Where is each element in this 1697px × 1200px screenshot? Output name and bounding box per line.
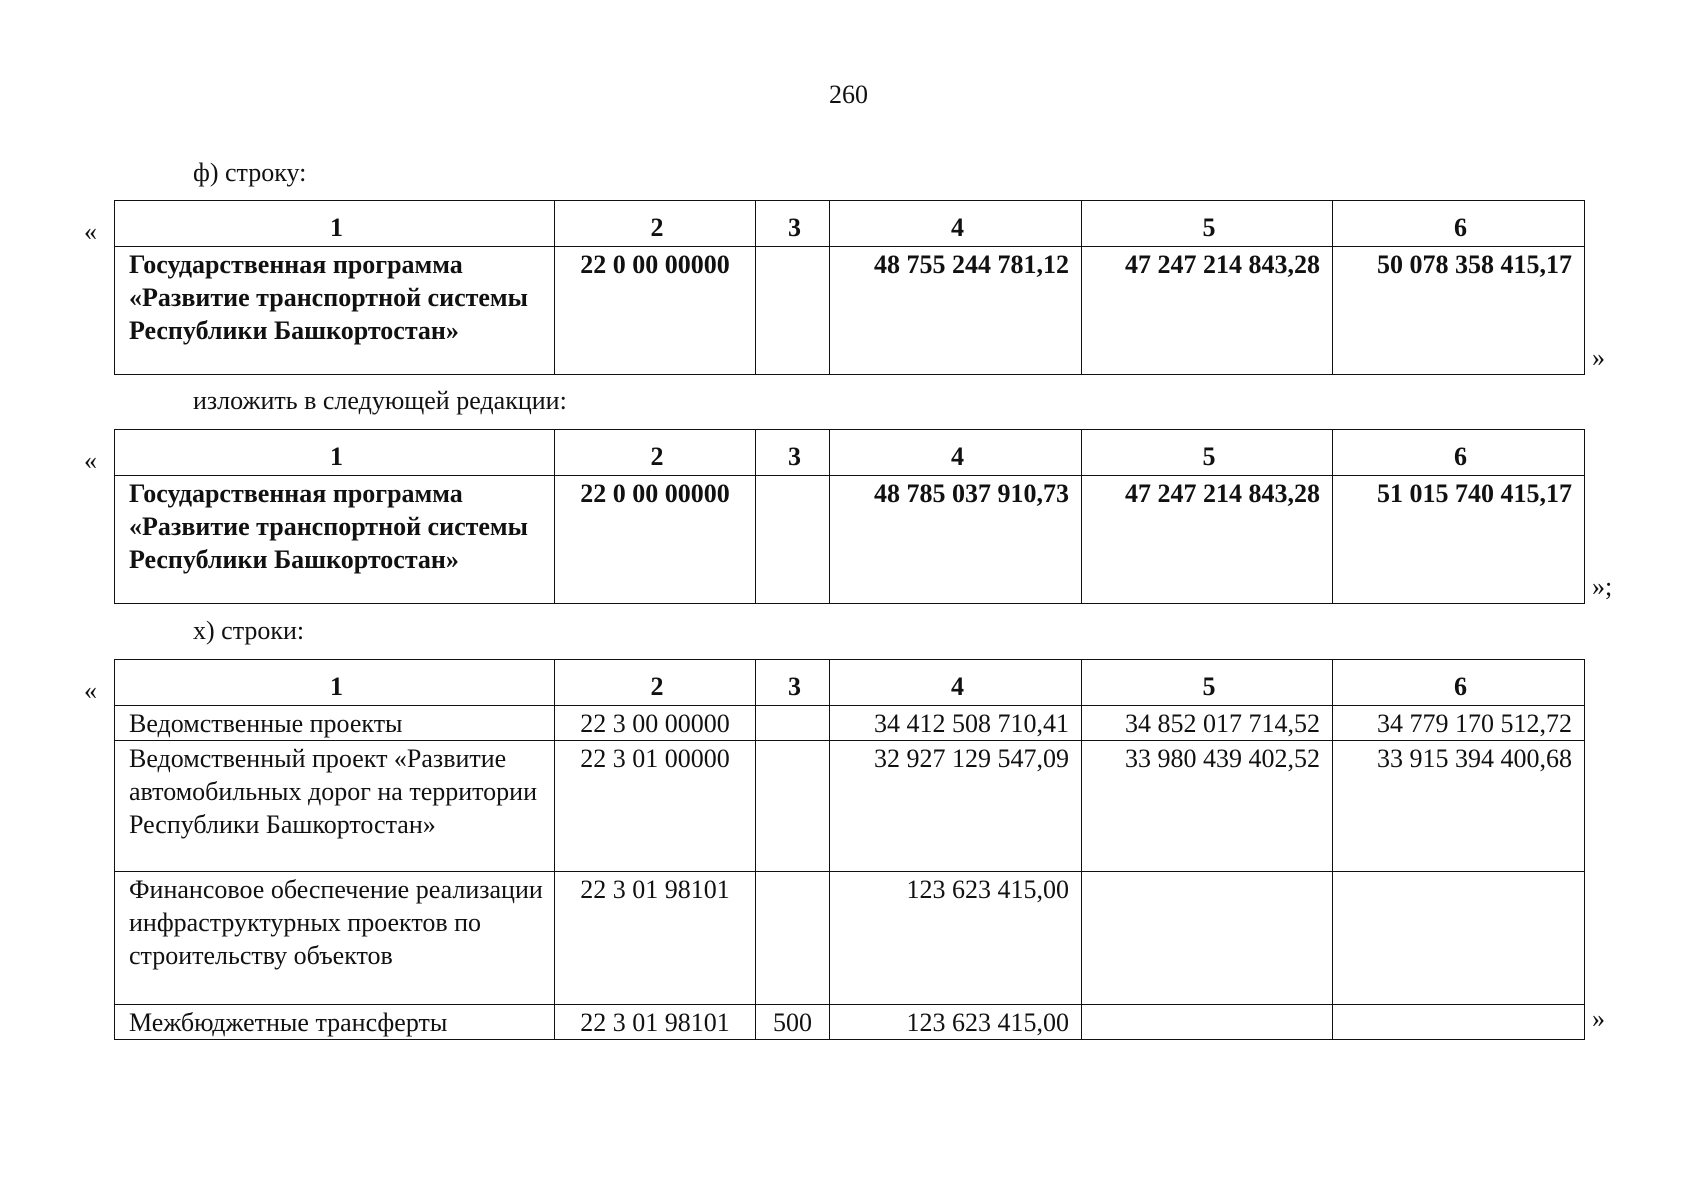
table-row: [115, 706, 1585, 741]
row-name: Финансовое обеспечение реализации инфраструктурных проектов по строительству объектов: [115, 872, 555, 1005]
caption-restate: изложить в следующей редакции:: [193, 386, 567, 415]
row-value-5: 47 247 214 843,28: [1082, 476, 1333, 604]
row-value-4: 48 755 244 781,12: [830, 247, 1082, 375]
row-value-6: 34 779 170 512,72: [1333, 706, 1585, 741]
row-value-4: 123 623 415,00: [830, 872, 1082, 1005]
table-row: [115, 247, 1585, 375]
header-col-4: 4: [830, 430, 1082, 476]
row-value-6: 51 015 740 415,17: [1333, 476, 1585, 604]
header-col-5: 5: [1082, 201, 1333, 247]
row-value-6: [1333, 872, 1585, 1005]
row-kvr: [756, 872, 830, 1005]
row-kvr: [756, 741, 830, 872]
close-quote-2: »;: [1592, 572, 1613, 601]
header-col-6: 6: [1333, 201, 1585, 247]
row-value-4: 32 927 129 547,09: [830, 741, 1082, 872]
row-value-4: 34 412 508 710,41: [830, 706, 1082, 741]
row-value-4: 48 785 037 910,73: [830, 476, 1082, 604]
table-rows-h: [114, 659, 1585, 1040]
row-code: 22 3 00 00000: [555, 706, 756, 741]
header-col-1: 1: [115, 201, 555, 247]
caption-f: ф) строку:: [193, 158, 307, 187]
header-col-3: 3: [756, 430, 830, 476]
table-header-row: [115, 430, 1585, 476]
row-value-4: 123 623 415,00: [830, 1005, 1082, 1040]
row-value-5: [1082, 872, 1333, 1005]
close-quote-1: »: [1592, 343, 1605, 372]
table-header-row: [115, 201, 1585, 247]
row-kvr: [756, 476, 830, 604]
header-col-5: 5: [1082, 430, 1333, 476]
row-kvr: [756, 706, 830, 741]
row-name: Государственная программа «Развитие транспортной системы Республики Башкортостан»: [115, 476, 555, 604]
open-quote-1: «: [84, 217, 97, 246]
row-value-5: [1082, 1005, 1333, 1040]
open-quote-2: «: [84, 446, 97, 475]
header-col-5: 5: [1082, 660, 1333, 706]
caption-h: х) строки:: [193, 616, 305, 645]
header-col-2: 2: [555, 430, 756, 476]
page-number: 260: [829, 80, 868, 109]
row-kvr: [756, 247, 830, 375]
row-code: 22 0 00 00000: [555, 247, 756, 375]
header-col-4: 4: [830, 201, 1082, 247]
table-row: [115, 741, 1585, 872]
row-value-6: 50 078 358 415,17: [1333, 247, 1585, 375]
row-name: Межбюджетные трансферты: [115, 1005, 555, 1040]
row-code: 22 3 01 00000: [555, 741, 756, 872]
header-col-3: 3: [756, 660, 830, 706]
row-value-5: 33 980 439 402,52: [1082, 741, 1333, 872]
table-original-row: [114, 200, 1585, 375]
header-col-2: 2: [555, 660, 756, 706]
header-col-6: 6: [1333, 660, 1585, 706]
row-name: Ведомственные проекты: [115, 706, 555, 741]
row-kvr: 500: [756, 1005, 830, 1040]
header-col-2: 2: [555, 201, 756, 247]
row-value-6: 33 915 394 400,68: [1333, 741, 1585, 872]
table-row: [115, 476, 1585, 604]
open-quote-3: «: [84, 676, 97, 705]
header-col-6: 6: [1333, 430, 1585, 476]
header-col-1: 1: [115, 660, 555, 706]
row-name: Государственная программа «Развитие транспортной системы Республики Башкортостан»: [115, 247, 555, 375]
row-code: 22 3 01 98101: [555, 1005, 756, 1040]
row-code: 22 3 01 98101: [555, 872, 756, 1005]
close-quote-3: »: [1592, 1004, 1605, 1033]
table-header-row: [115, 660, 1585, 706]
table-row: [115, 1005, 1585, 1040]
row-value-6: [1333, 1005, 1585, 1040]
header-col-1: 1: [115, 430, 555, 476]
row-code: 22 0 00 00000: [555, 476, 756, 604]
row-value-5: 34 852 017 714,52: [1082, 706, 1333, 741]
header-col-3: 3: [756, 201, 830, 247]
row-name: Ведомственный проект «Развитие автомобильных дорог на территории Республики Башкортостан»: [115, 741, 555, 872]
table-new-row: [114, 429, 1585, 604]
header-col-4: 4: [830, 660, 1082, 706]
table-row: [115, 872, 1585, 1005]
row-value-5: 47 247 214 843,28: [1082, 247, 1333, 375]
